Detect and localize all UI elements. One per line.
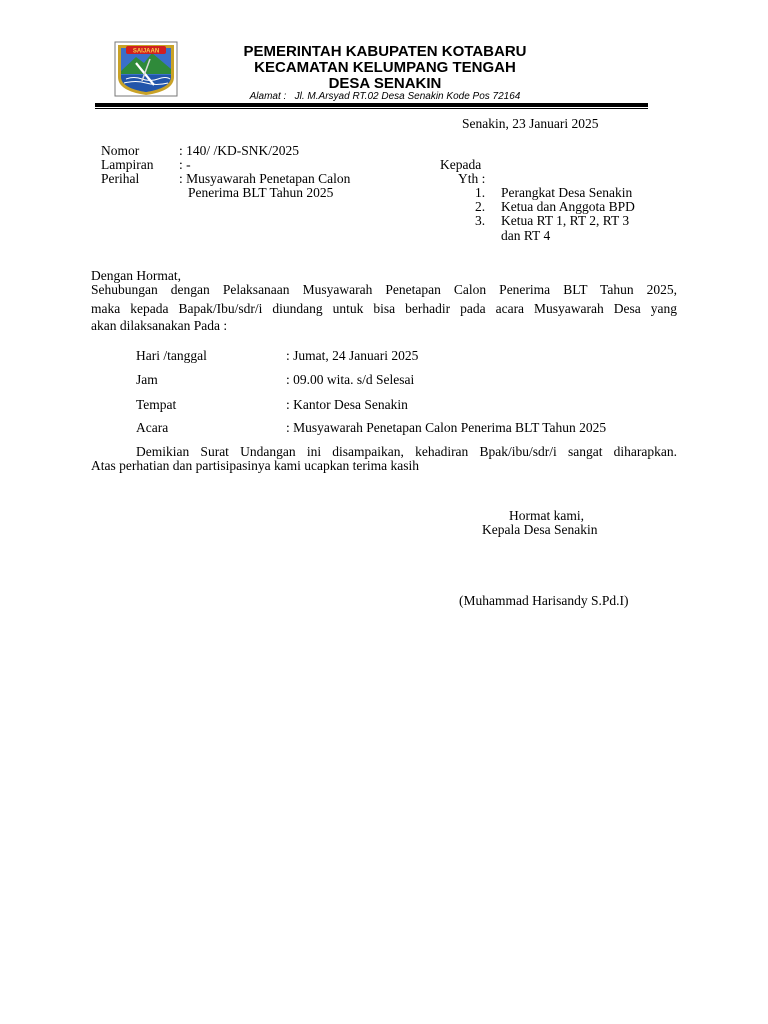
- header-government: PEMERINTAH KABUPATEN KOTABARU: [243, 43, 527, 60]
- signature-position: Kepala Desa Senakin: [482, 522, 598, 537]
- header-rule-thin: [95, 108, 648, 109]
- address-value: Jl. M.Arsyad RT.02 Desa Senakin Kode Pos 72164: [294, 91, 521, 102]
- detail-value-event: : Musyawarah Penetapan Calon Penerima BLT Tahun 2025: [286, 420, 607, 435]
- lampiran-label: Lampiran: [101, 157, 154, 172]
- paragraph-line-2: maka kepada Bapak/Ibu/sdr/i diundang untuk bisa berhadir pada acara Musyawarah Desa yang: [91, 301, 677, 316]
- logo-text: SAIJAAN: [132, 48, 160, 55]
- detail-value-place: : Kantor Desa Senakin: [286, 397, 408, 412]
- recipient-item-3-cont: dan RT 4: [501, 228, 551, 243]
- closing-line-2: Atas perhatian dan partisipasinya kami ucapkan terima kasih: [91, 458, 420, 473]
- detail-value-day: : Jumat, 24 Januari 2025: [286, 348, 419, 363]
- detail-value-time: : 09.00 wita. s/d Selesai: [286, 372, 415, 387]
- recipient-num-2: 2.: [475, 199, 486, 214]
- lampiran-value: : -: [179, 157, 191, 172]
- address-label: Alamat :: [249, 91, 287, 102]
- detail-label-day: Hari /tanggal: [136, 348, 207, 363]
- header-rule-thick: [95, 103, 648, 107]
- signature-name: (Muhammad Harisandy S.Pd.I): [459, 593, 629, 608]
- date-place: Senakin, 23 Januari 2025: [462, 116, 599, 131]
- perihal-label: Perihal: [101, 171, 140, 186]
- closing-line-1: Demikian Surat Undangan ini disampaikan, kehadiran Bpak/ibu/sdr/i sangat diharapkan.: [136, 444, 677, 459]
- nomor-label: Nomor: [101, 143, 140, 158]
- paragraph-line-3: akan dilaksanakan Pada :: [91, 318, 228, 333]
- recipient-item-3: Ketua RT 1, RT 2, RT 3: [501, 213, 630, 228]
- recipient-num-3: 3.: [475, 213, 486, 228]
- detail-label-time: Jam: [136, 372, 158, 387]
- perihal-value-1: : Musyawarah Penetapan Calon: [179, 171, 351, 186]
- recipient-item-2: Ketua dan Anggota BPD: [501, 199, 635, 214]
- signature-regards: Hormat kami,: [509, 508, 584, 523]
- detail-label-place: Tempat: [136, 397, 177, 412]
- header-address: [175, 91, 595, 102]
- recipient-item-1: Perangkat Desa Senakin: [501, 185, 633, 200]
- village-logo: [114, 41, 178, 97]
- recipient-num-1: 1.: [475, 185, 486, 200]
- paragraph-line-1: Sehubungan dengan Pelaksanaan Musyawarah Penetapan Calon Penerima BLT Tahun 2025,: [91, 282, 677, 297]
- header-village: DESA SENAKIN: [328, 75, 442, 92]
- kepada-label: Kepada: [440, 157, 482, 172]
- perihal-value-2: Penerima BLT Tahun 2025: [188, 185, 334, 200]
- greeting: Dengan Hormat,: [91, 268, 181, 283]
- yth-label: Yth :: [458, 171, 486, 186]
- header-district: KECAMATAN KELUMPANG TENGAH: [254, 59, 516, 76]
- nomor-value: : 140/ /KD-SNK/2025: [179, 143, 300, 158]
- detail-label-event: Acara: [136, 420, 169, 435]
